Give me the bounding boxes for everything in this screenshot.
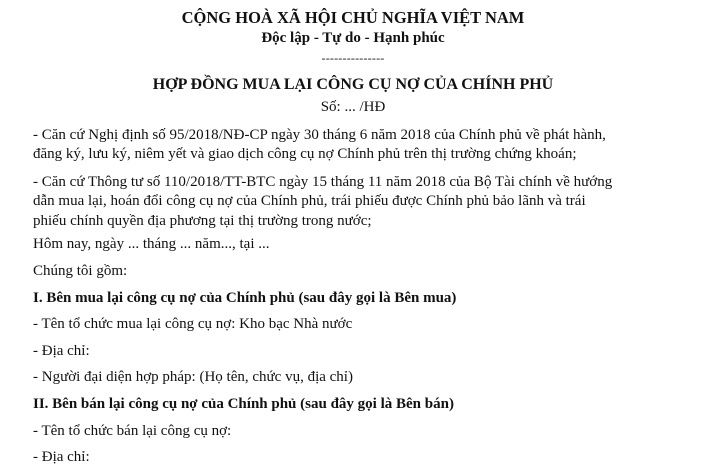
seller-org-name: - Tên tổ chức bán lại công cụ nợ:	[33, 423, 232, 439]
seller-section-heading: II. Bên bán lại công cụ nợ của Chính phủ (sau đây gọi là Bên bán)	[33, 396, 454, 412]
header-divider: ---------------	[321, 51, 385, 65]
parties-intro: Chúng tôi gồm:	[33, 263, 128, 279]
legal-basis-1-line-1: - Căn cứ Nghị định số 95/2018/NĐ-CP ngày 30 tháng 6 năm 2018 của Chính phủ về phát hành,	[33, 127, 606, 143]
legal-basis-2-line-2: dẫn mua lại, hoán đổi công cụ nợ của Chính phủ, trái phiếu được Chính phủ bảo lãnh và trái	[33, 193, 586, 209]
buyer-address: - Địa chỉ:	[33, 343, 90, 359]
seller-address: - Địa chỉ:	[33, 449, 90, 465]
legal-basis-2-line-3: phiếu chính quyền địa phương tại thị trường trong nước;	[33, 213, 372, 229]
buyer-org-name: - Tên tổ chức mua lại công cụ nợ: Kho bạc Nhà nước	[33, 316, 353, 332]
legal-basis-2-line-1: - Căn cứ Thông tư số 110/2018/TT-BTC ngày 15 tháng 11 năm 2018 của Bộ Tài chính về hướng	[33, 174, 613, 190]
contract-number: Số: ... /HĐ	[320, 99, 386, 115]
buyer-representative: - Người đại diện hợp pháp: (Họ tên, chức vụ, địa chỉ)	[33, 369, 353, 385]
national-motto: Độc lập - Tự do - Hạnh phúc	[261, 30, 445, 46]
national-title: CỘNG HOÀ XÃ HỘI CHỦ NGHĨA VIỆT NAM	[181, 8, 525, 27]
contract-title: HỢP ĐỒNG MUA LẠI CÔNG CỤ NỢ CỦA CHÍNH PHỦ	[152, 76, 554, 93]
buyer-section-heading: I. Bên mua lại công cụ nợ của Chính phủ (sau đây gọi là Bên mua)	[33, 290, 457, 306]
date-place-line: Hôm nay, ngày ... tháng ... năm..., tại ...	[33, 236, 270, 252]
legal-basis-1-line-2: đăng ký, lưu ký, niêm yết và giao dịch công cụ nợ Chính phủ trên thị trường chứng khoán;	[33, 146, 577, 162]
